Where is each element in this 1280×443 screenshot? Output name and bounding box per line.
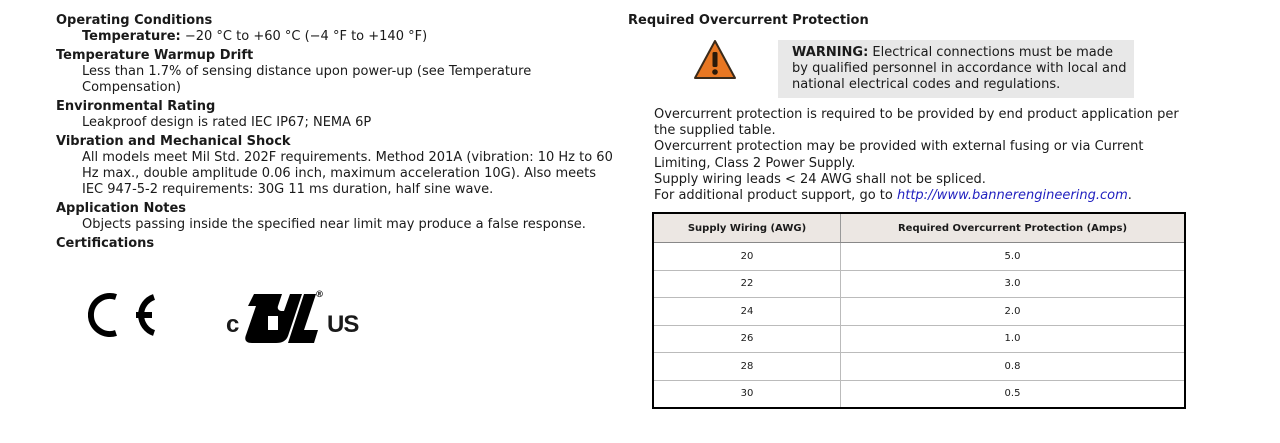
certifications [56,236,626,252]
warning-line1: Electrical connections must be made [868,45,1114,60]
header-overcurrent-protection: Required Overcurrent Protection (Amps) [841,213,1186,243]
amps-cell: 2.0 [841,298,1186,326]
amps-cell: 0.5 [1004,388,1021,400]
amps-cell: 1.0 [841,325,1186,353]
application-text: Objects passing inside the specified near limit may produce a false response. [82,217,586,232]
para-line1: Overcurrent protection is required to be provided by end product application per [654,107,1179,122]
header-supply-wiring: Supply Wiring (AWG) [653,213,841,243]
awg-cell: 22 [653,270,841,298]
ce-mark-icon [88,290,160,340]
ul-registered-mark: ® [315,290,324,300]
para-line4: Limiting, Class 2 Power Supply. [654,155,856,171]
warning-label: WARNING: [792,45,869,60]
banner-website-link[interactable]: http://www.bannerengineering.com [896,188,1128,204]
awg-cell: 24 [653,298,841,326]
para-line2: the supplied table. [654,123,776,139]
culus-mark-icon [226,290,366,346]
drift-line1: Less than 1.7% of sensing distance upon power-up (see Temperature [82,64,532,79]
vibration-line3: IEC 947-5-2 requirements: 30G 11 ms duration, half sine wave. [82,182,494,197]
ul-c-letter: c [226,311,240,338]
vibration-line1: All models meet Mil Std. 202F requirements. Method 201A (vibration: 10 Hz to 60 [82,150,613,165]
right-column [628,0,1228,443]
warning-line2: by qualified personnel in accordance with local and [792,61,1127,76]
warning-triangle-icon [692,38,738,82]
amps-cell: 0.8 [841,353,1186,381]
warmup-drift [56,48,626,96]
certifications-heading: Certifications [56,236,155,251]
temperature-value: −20 °C to +60 °C (−4 °F to +140 °F) [184,29,428,44]
para-line3: Overcurrent protection may be provided with external fusing or via Current [654,139,1144,155]
table-row [653,380,1185,408]
vibration-line2: Hz max., double amplitude 0.06 inch, maximum acceleration 10G). Also meets [82,166,596,181]
table-header-row [653,213,1185,243]
application-notes [56,201,626,233]
awg-cell: 20 [653,243,841,271]
table-row [653,353,1185,381]
overcurrent-table [652,212,1186,409]
vibration-heading: Vibration and Mechanical Shock [56,134,291,149]
vibration-shock [56,134,626,198]
awg-cell: 26 [653,325,841,353]
amps-cell: 3.0 [841,270,1186,298]
awg-cell: 30 [653,380,841,408]
ul-us-letters: US [327,311,359,338]
temperature-label: Temperature: [82,29,181,44]
table-row [653,325,1185,353]
operating-heading: Operating Conditions [56,13,213,28]
environmental-rating [56,99,626,131]
table-row [653,270,1185,298]
application-heading: Application Notes [56,201,187,216]
warning-line3: national electrical codes and regulations. [792,77,1061,92]
operating-conditions [56,13,626,45]
warning-box [778,40,1134,98]
awg-cell: 28 [653,353,841,381]
amps-cell: 5.0 [841,243,1186,271]
environmental-text: Leakproof design is rated IEC IP67; NEMA 6P [82,115,372,130]
overcurrent-paragraph: Overcurrent protection is required to be provided by end product application per the supplied table. Overcurrent protection may be provided with external fusing or via Current Limiting, Class 2 Power Supply. Supply wiring leads < 24 AWG shall not be spliced. For additional product support, go to http://www.bannerengineering.com. [654,107,1179,204]
drift-line2: Compensation) [82,80,181,95]
table-row [653,298,1185,326]
overcurrent-heading: Required Overcurrent Protection [628,13,869,28]
drift-heading: Temperature Warmup Drift [56,48,254,63]
para-line6-pre: For additional product support, go to [654,188,897,204]
table-row [653,243,1185,271]
environmental-heading: Environmental Rating [56,99,216,114]
left-column [56,0,626,252]
para-line5: Supply wiring leads < 24 AWG shall not be spliced. [654,171,986,187]
